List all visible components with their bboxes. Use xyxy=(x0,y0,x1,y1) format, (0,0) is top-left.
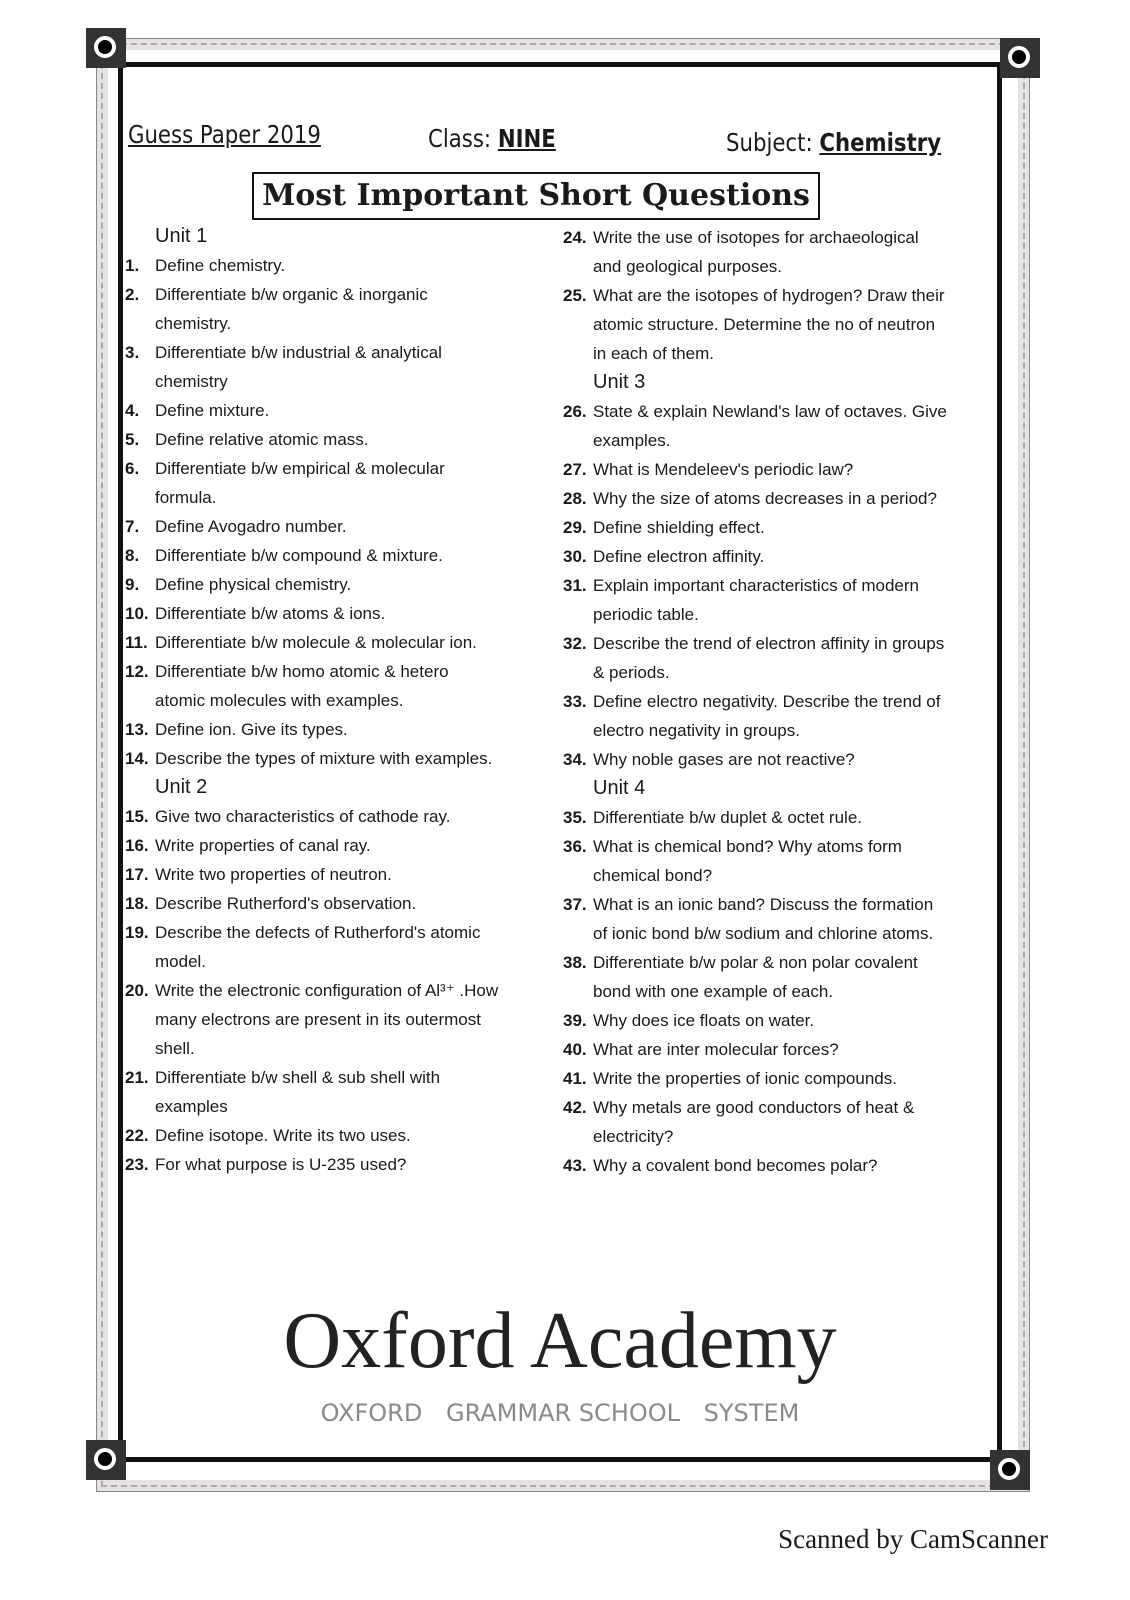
question-text: Describe the trend of electron affinity in groups & periods. xyxy=(593,634,945,682)
question-item xyxy=(125,1063,500,1121)
question-text: What is Mendeleev's periodic law? xyxy=(593,460,854,479)
question-text: Define isotope. Write its two uses. xyxy=(155,1126,411,1145)
school-watermark-name: OXFORD xyxy=(320,1399,423,1427)
question-item xyxy=(125,1150,500,1179)
question-item xyxy=(563,832,948,890)
left-question-column xyxy=(125,222,500,1179)
corner-ornament-icon xyxy=(1000,38,1040,78)
question-text: Differentiate b/w empirical & molecular formula. xyxy=(155,459,445,507)
question-text: Differentiate b/w atoms & ions. xyxy=(155,604,386,623)
corner-ornament-icon xyxy=(990,1450,1030,1490)
question-number: 41. xyxy=(563,1069,587,1088)
question-number: 30. xyxy=(563,547,587,566)
question-item xyxy=(125,512,500,541)
question-item xyxy=(563,1035,948,1064)
question-text: Give two characteristics of cathode ray. xyxy=(155,807,451,826)
question-text: Differentiate b/w compound & mixture. xyxy=(155,546,443,565)
question-number: 4. xyxy=(125,401,140,420)
question-item xyxy=(563,484,948,513)
school-watermark-line3: SYSTEM xyxy=(703,1399,800,1427)
question-item xyxy=(563,803,948,832)
class-value: NINE xyxy=(497,124,556,153)
question-number: 32. xyxy=(563,634,587,653)
question-text: Differentiate b/w industrial & analytical chemistry xyxy=(155,343,442,391)
question-text: Write the properties of ionic compounds. xyxy=(593,1069,897,1088)
question-number: 16. xyxy=(125,836,149,855)
question-number: 42. xyxy=(563,1098,587,1117)
question-item xyxy=(125,918,500,976)
guess-paper-text: Guess Paper 2019 xyxy=(128,120,321,149)
question-number: 35. xyxy=(563,808,587,827)
question-item xyxy=(563,1064,948,1093)
question-item xyxy=(563,1151,948,1180)
question-text: Define relative atomic mass. xyxy=(155,430,369,449)
question-item xyxy=(563,513,948,542)
question-text: Define electron affinity. xyxy=(593,547,765,566)
academy-watermark: Oxford Academy xyxy=(283,1297,837,1385)
question-number: 2. xyxy=(125,285,140,304)
question-item xyxy=(125,251,500,280)
question-text: Why does ice floats on water. xyxy=(593,1011,815,1030)
question-number: 25. xyxy=(563,286,587,305)
question-number: 17. xyxy=(125,865,149,884)
question-item xyxy=(125,396,500,425)
scanner-footer: Scanned by CamScanner xyxy=(778,1524,1048,1554)
question-item xyxy=(125,657,500,715)
corner-ornament-icon xyxy=(86,1440,126,1480)
question-number: 36. xyxy=(563,837,587,856)
question-text: Differentiate b/w polar & non polar covalent bond with one example of each. xyxy=(593,953,918,1001)
question-text: Why noble gases are not reactive? xyxy=(593,750,855,769)
question-number: 26. xyxy=(563,402,587,421)
question-number: 18. xyxy=(125,894,149,913)
question-text: Differentiate b/w organic & inorganic chemistry. xyxy=(155,285,428,333)
unit-heading: Unit 3 xyxy=(593,371,646,393)
question-number: 31. xyxy=(563,576,587,595)
question-number: 22. xyxy=(125,1126,149,1145)
question-text: Define shielding effect. xyxy=(593,518,765,537)
question-number: 40. xyxy=(563,1040,587,1059)
question-text: Define mixture. xyxy=(155,401,270,420)
question-item xyxy=(125,715,500,744)
question-text: Write the electronic configuration of Al³⁺ .How many electrons are present in its outermost shell. xyxy=(155,981,499,1058)
school-watermark xyxy=(140,1398,980,1428)
question-item xyxy=(563,1093,948,1151)
question-item xyxy=(125,860,500,889)
question-number: 8. xyxy=(125,546,140,565)
question-number: 23. xyxy=(125,1155,149,1174)
question-number: 29. xyxy=(563,518,587,537)
question-text: For what purpose is U-235 used? xyxy=(155,1155,407,1174)
question-number: 5. xyxy=(125,430,140,449)
question-text: Write properties of canal ray. xyxy=(155,836,371,855)
question-item xyxy=(563,629,948,687)
question-item xyxy=(563,745,948,774)
question-number: 13. xyxy=(125,720,149,739)
question-item xyxy=(125,628,500,657)
question-text: Define chemistry. xyxy=(155,256,286,275)
question-item xyxy=(563,455,948,484)
question-text: Describe the types of mixture with examples. xyxy=(155,749,493,768)
question-number: 15. xyxy=(125,807,149,826)
question-number: 27. xyxy=(563,460,587,479)
corner-ornament-icon xyxy=(86,28,126,68)
question-number: 43. xyxy=(563,1156,587,1175)
question-item xyxy=(125,831,500,860)
question-text: Define electro negativity. Describe the trend of electro negativity in groups. xyxy=(593,692,941,740)
unit-heading: Unit 1 xyxy=(155,225,208,247)
question-item xyxy=(563,687,948,745)
question-text: Why a covalent bond becomes polar? xyxy=(593,1156,878,1175)
question-text: State & explain Newland's law of octaves. Give examples. xyxy=(593,402,947,450)
question-item xyxy=(125,599,500,628)
question-item xyxy=(125,976,500,1063)
guess-paper-label xyxy=(128,120,321,149)
question-item xyxy=(563,1006,948,1035)
subject-label: Subject: xyxy=(726,128,813,157)
question-text: Differentiate b/w homo atomic & hetero atomic molecules with examples. xyxy=(155,662,449,710)
question-number: 11. xyxy=(125,633,148,652)
question-number: 9. xyxy=(125,575,140,594)
question-number: 10. xyxy=(125,604,149,623)
question-item xyxy=(563,281,948,368)
question-text: Describe the defects of Rutherford's atomic model. xyxy=(155,923,481,971)
question-text: Write the use of isotopes for archaeological and geological purposes. xyxy=(593,228,919,276)
question-text: Define ion. Give its types. xyxy=(155,720,348,739)
subject-field xyxy=(726,128,941,157)
question-text: What is chemical bond? Why atoms form chemical bond? xyxy=(593,837,902,885)
question-number: 39. xyxy=(563,1011,587,1030)
question-number: 14. xyxy=(125,749,149,768)
question-text: Differentiate b/w molecule & molecular ion. xyxy=(155,633,477,652)
question-text: Why the size of atoms decreases in a period? xyxy=(593,489,937,508)
school-watermark-line2: GRAMMAR SCHOOL xyxy=(445,1399,681,1427)
question-number: 7. xyxy=(125,517,140,536)
unit-heading: Unit 2 xyxy=(155,776,208,798)
subject-value: Chemistry xyxy=(819,128,942,157)
question-item xyxy=(125,454,500,512)
question-number: 20. xyxy=(125,981,149,1000)
question-number: 38. xyxy=(563,953,587,972)
question-number: 6. xyxy=(125,459,140,478)
question-text: What are inter molecular forces? xyxy=(593,1040,839,1059)
question-number: 37. xyxy=(563,895,587,914)
right-question-column xyxy=(563,223,948,1180)
question-number: 19. xyxy=(125,923,149,942)
question-item xyxy=(125,425,500,454)
question-number: 33. xyxy=(563,692,587,711)
question-text: Differentiate b/w duplet & octet rule. xyxy=(593,808,863,827)
question-number: 12. xyxy=(125,662,149,681)
class-field xyxy=(428,124,556,153)
question-text: What are the isotopes of hydrogen? Draw their atomic structure. Determine the no of neutron in each of them. xyxy=(593,286,945,363)
question-item xyxy=(125,541,500,570)
question-item xyxy=(125,1121,500,1150)
question-item xyxy=(125,338,500,396)
question-item xyxy=(125,802,500,831)
question-item xyxy=(125,280,500,338)
question-item xyxy=(563,571,948,629)
class-label: Class: xyxy=(428,124,492,153)
question-text: Define physical chemistry. xyxy=(155,575,352,594)
question-item xyxy=(563,223,948,281)
question-number: 3. xyxy=(125,343,140,362)
page-title: Most Important Short Questions xyxy=(252,172,820,220)
question-text: Differentiate b/w shell & sub shell with examples xyxy=(155,1068,441,1116)
question-number: 34. xyxy=(563,750,587,769)
unit-heading: Unit 4 xyxy=(593,777,646,799)
question-text: Define Avogadro number. xyxy=(155,517,347,536)
question-text: Write two properties of neutron. xyxy=(155,865,392,884)
question-text: Explain important characteristics of modern periodic table. xyxy=(593,576,919,624)
question-text: What is an ionic band? Discuss the formation of ionic bond b/w sodium and chlorine atoms. xyxy=(593,895,934,943)
question-text: Why metals are good conductors of heat & electricity? xyxy=(593,1098,915,1146)
question-number: 24. xyxy=(563,228,587,247)
question-text: Describe Rutherford's observation. xyxy=(155,894,417,913)
question-item xyxy=(563,890,948,948)
question-item xyxy=(563,397,948,455)
question-item xyxy=(125,889,500,918)
question-item xyxy=(125,744,500,773)
question-number: 28. xyxy=(563,489,587,508)
question-number: 1. xyxy=(125,256,140,275)
question-item xyxy=(563,542,948,571)
question-item xyxy=(563,948,948,1006)
question-item xyxy=(125,570,500,599)
question-number: 21. xyxy=(125,1068,149,1087)
